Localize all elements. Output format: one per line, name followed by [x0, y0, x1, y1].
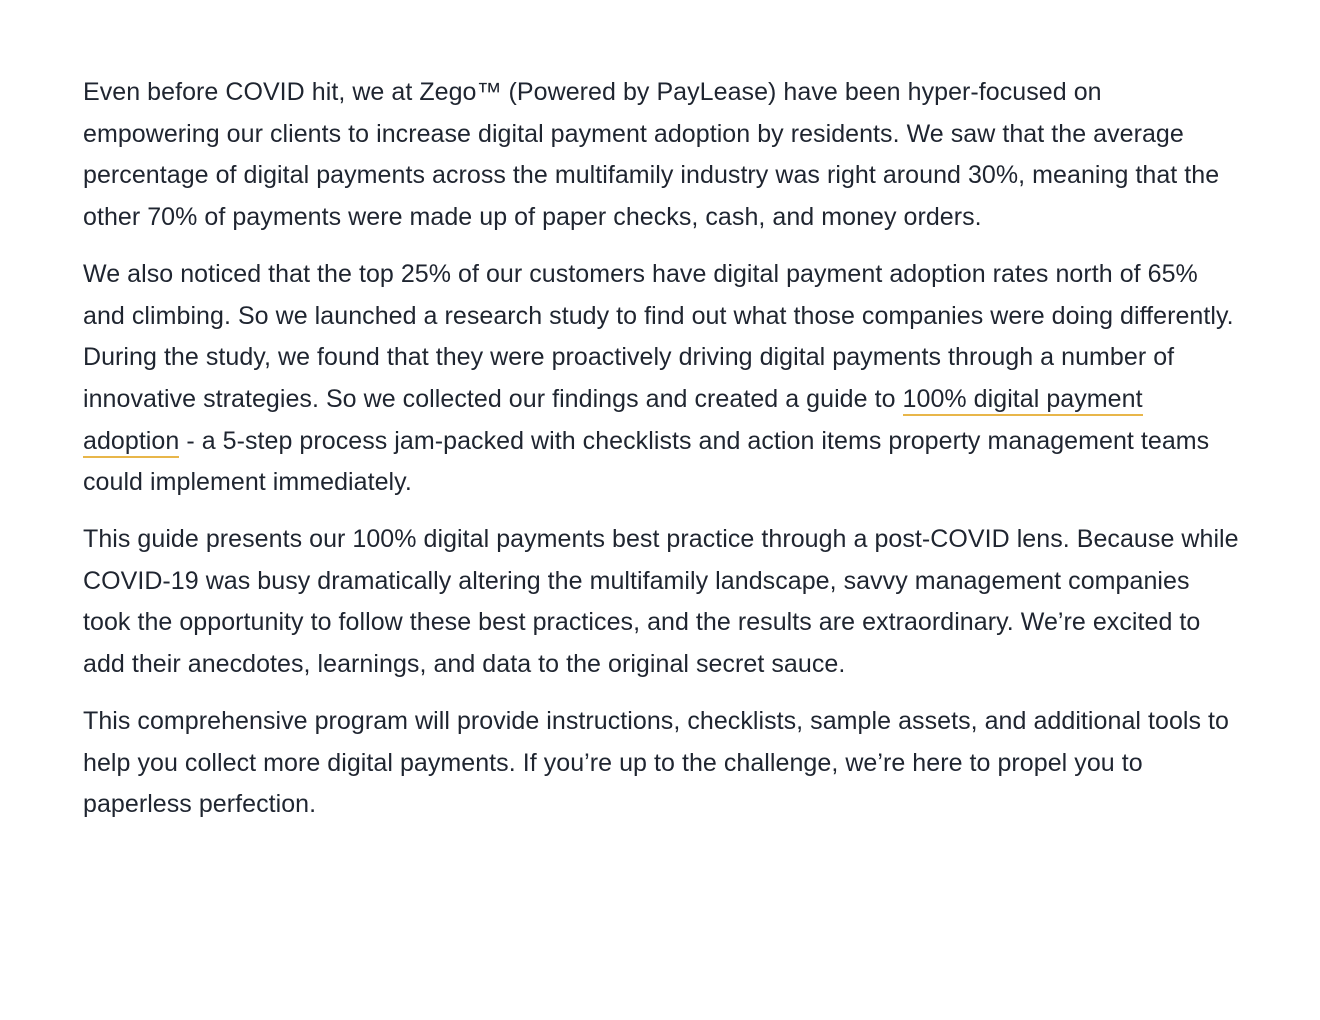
paragraph-program: This comprehensive program will provide instructions, checklists, sample assets, and additional tools to help you collect more digital payments. If you’re up to the challenge, we’re here to propel you to paperless perfection. [83, 706, 1229, 819]
paragraph-research-text-after: - a 5-step process jam-packed with checklists and action items property management teams could implement immediately. [83, 426, 1210, 497]
paragraph-intro: Even before COVID hit, we at Zego™ (Powered by PayLease) have been hyper-focused on empowering our clients to increase digital payment adoption by residents. We saw that the average percentage of digital payments across the multifamily industry was right around 30%, meaning that the other 70% of payments were made up of paper checks, cash, and money orders. [83, 78, 1220, 232]
paragraph-research-text-before: We also noticed that the top 25% of our customers have digital payment adoption rates north of 65% and climbing. So we launched a research study to find out what those companies were doing differently. During the study, we found that they were proactively driving digital payments through a number of innovative strategies. So we collected our findings and created a guide to [83, 259, 1234, 413]
paragraph-research [83, 254, 1243, 504]
article-body [83, 72, 1243, 841]
paragraph-guide: This guide presents our 100% digital payments best practice through a post-COVID lens. Because while COVID-19 was busy dramatically altering the multifamily landscape, savvy management companies took the opportunity to follow these best practices, and the results are extraordinary. We’re excited to add their anecdotes, learnings, and data to the original secret sauce. [83, 525, 1239, 679]
digital-payment-adoption-link[interactable]: 100% digital payment adoption [83, 385, 1143, 458]
